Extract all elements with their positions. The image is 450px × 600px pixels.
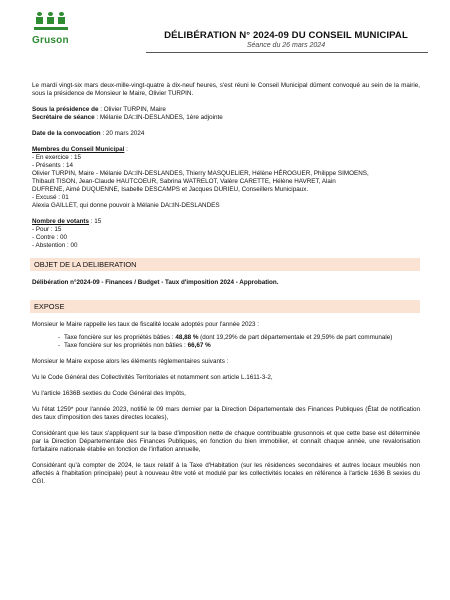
document-header — [156, 30, 416, 49]
logo-people-icon — [36, 12, 74, 24]
title-divider — [146, 52, 428, 53]
gruson-logo — [30, 12, 74, 56]
considerant-paragraph: Considérant que les taux s'appliquent sur la base d'imposition nette de chaque contribuable grusonnois et que cette base est déterminée par la Direction Départementale des Finances Publiques, en fonction du bien immobilier, et connaît chaque année, une revalorisation forfaitaire nationale établie en fonction de l'inflation annuelle, — [32, 430, 420, 453]
secretaire-line: Secrétaire de séance : Mélanie DA□IN-DESLANDES, 1ère adjointe — [32, 114, 223, 121]
presidence-line: Sous la présidence de : Olivier TURPIN, Maire — [32, 106, 166, 113]
taux-item-non-bati: - Taxe foncière sur les propriétés non bâties : 66,67 % — [58, 342, 211, 349]
membres-line: Alexia GAILLET, qui donne pouvoir à Mélanie DA□IN-DESLANDES — [32, 202, 220, 209]
document-body — [32, 82, 420, 486]
membres-line: - En exercice : 15 — [32, 154, 81, 161]
vu-paragraph: Vu l'état 1259* pour l'année 2023, notifié le 09 mars dernier par la Direction Départementale des Finances Publiques (État de notification des taux d'imposition des taxes directes locales), — [32, 406, 420, 421]
votants-line: - Pour : 15 — [32, 226, 62, 233]
expose-section-heading: EXPOSE — [30, 300, 420, 313]
membres-line: Thibault TISON, Jean-Claude HAUTCOEUR, Sabrina WATRELOT, Valère CARETTE, Hélène HAVRET, Alain — [32, 178, 336, 185]
vu-paragraph: Vu l'article 1636B sexties du Code Général des Impôts, — [32, 390, 186, 397]
objet-section-heading: OBJET DE LA DELIBERATION — [30, 258, 420, 271]
votants-heading: Nombre de votants : 15 — [32, 218, 102, 225]
considerant-paragraph: Considérant qu'à compter de 2024, le taux relatif à la Taxe d'Habitation (sur les résidences secondaires et autres locaux meublés non affectés à l'habitation principale) peut à nouveau être voté et modulé par les collectivités locales en référence à l'article 1636 B sexies du CGI. — [32, 462, 420, 485]
logo-text: Gruson — [32, 35, 69, 46]
intro-paragraph: Le mardi vingt-six mars deux-mille-vingt-quatre à dix-neuf heures, s'est réuni le Conseil Municipal dûment convoqué au sein de la mairie, sous la présidence de Monsieur le Maire, Olivier TURPIN. — [32, 82, 420, 97]
expose-intro: Monsieur le Maire rappelle les taux de fiscalité locale adoptés pour l'année 2023 : — [32, 321, 259, 328]
membres-line: Olivier TURPIN, Maire - Mélanie DA□IN-DESLANDES, Thierry MASQUELIER, Hélène HÉROGUER, Philippe SIMOENS, — [32, 170, 369, 177]
membres-line: - Présents : 14 — [32, 162, 73, 169]
objet-text: Délibération n°2024-09 - Finances / Budget - Taux d'imposition 2024 - Approbation. — [32, 279, 279, 286]
elements-paragraph: Monsieur le Maire expose alors les éléments réglementaires suivants : — [32, 358, 229, 365]
membres-heading: Membres du Conseil Municipal : — [32, 146, 128, 153]
taux-item-bati: - Taxe foncière sur les propriétés bâties : 48,88 % (dont 19,29% de part départementale et 29,59% de part communale) — [58, 334, 393, 341]
votants-line: - Contre : 00 — [32, 234, 67, 241]
taux-list — [58, 334, 420, 350]
membres-line: - Excusé : 01 — [32, 194, 69, 201]
vu-paragraph: Vu le Code Général des Collectivités Territoriales et notamment son article L.1611-3-2, — [32, 374, 273, 381]
membres-line: DUFRENE, Aimé DUQUENNE, Isabelle DESCAMPS et Jacques DURIEU, Conseillers Municipaux. — [32, 186, 309, 193]
document-subtitle: Séance du 26 mars 2024 — [246, 42, 326, 49]
document-title: DÉLIBÉRATION N° 2024-09 DU CONSEIL MUNICIPAL — [164, 30, 408, 41]
votants-line: - Abstention : 00 — [32, 242, 78, 249]
convocation-line: Date de la convocation : 20 mars 2024 — [32, 130, 145, 137]
